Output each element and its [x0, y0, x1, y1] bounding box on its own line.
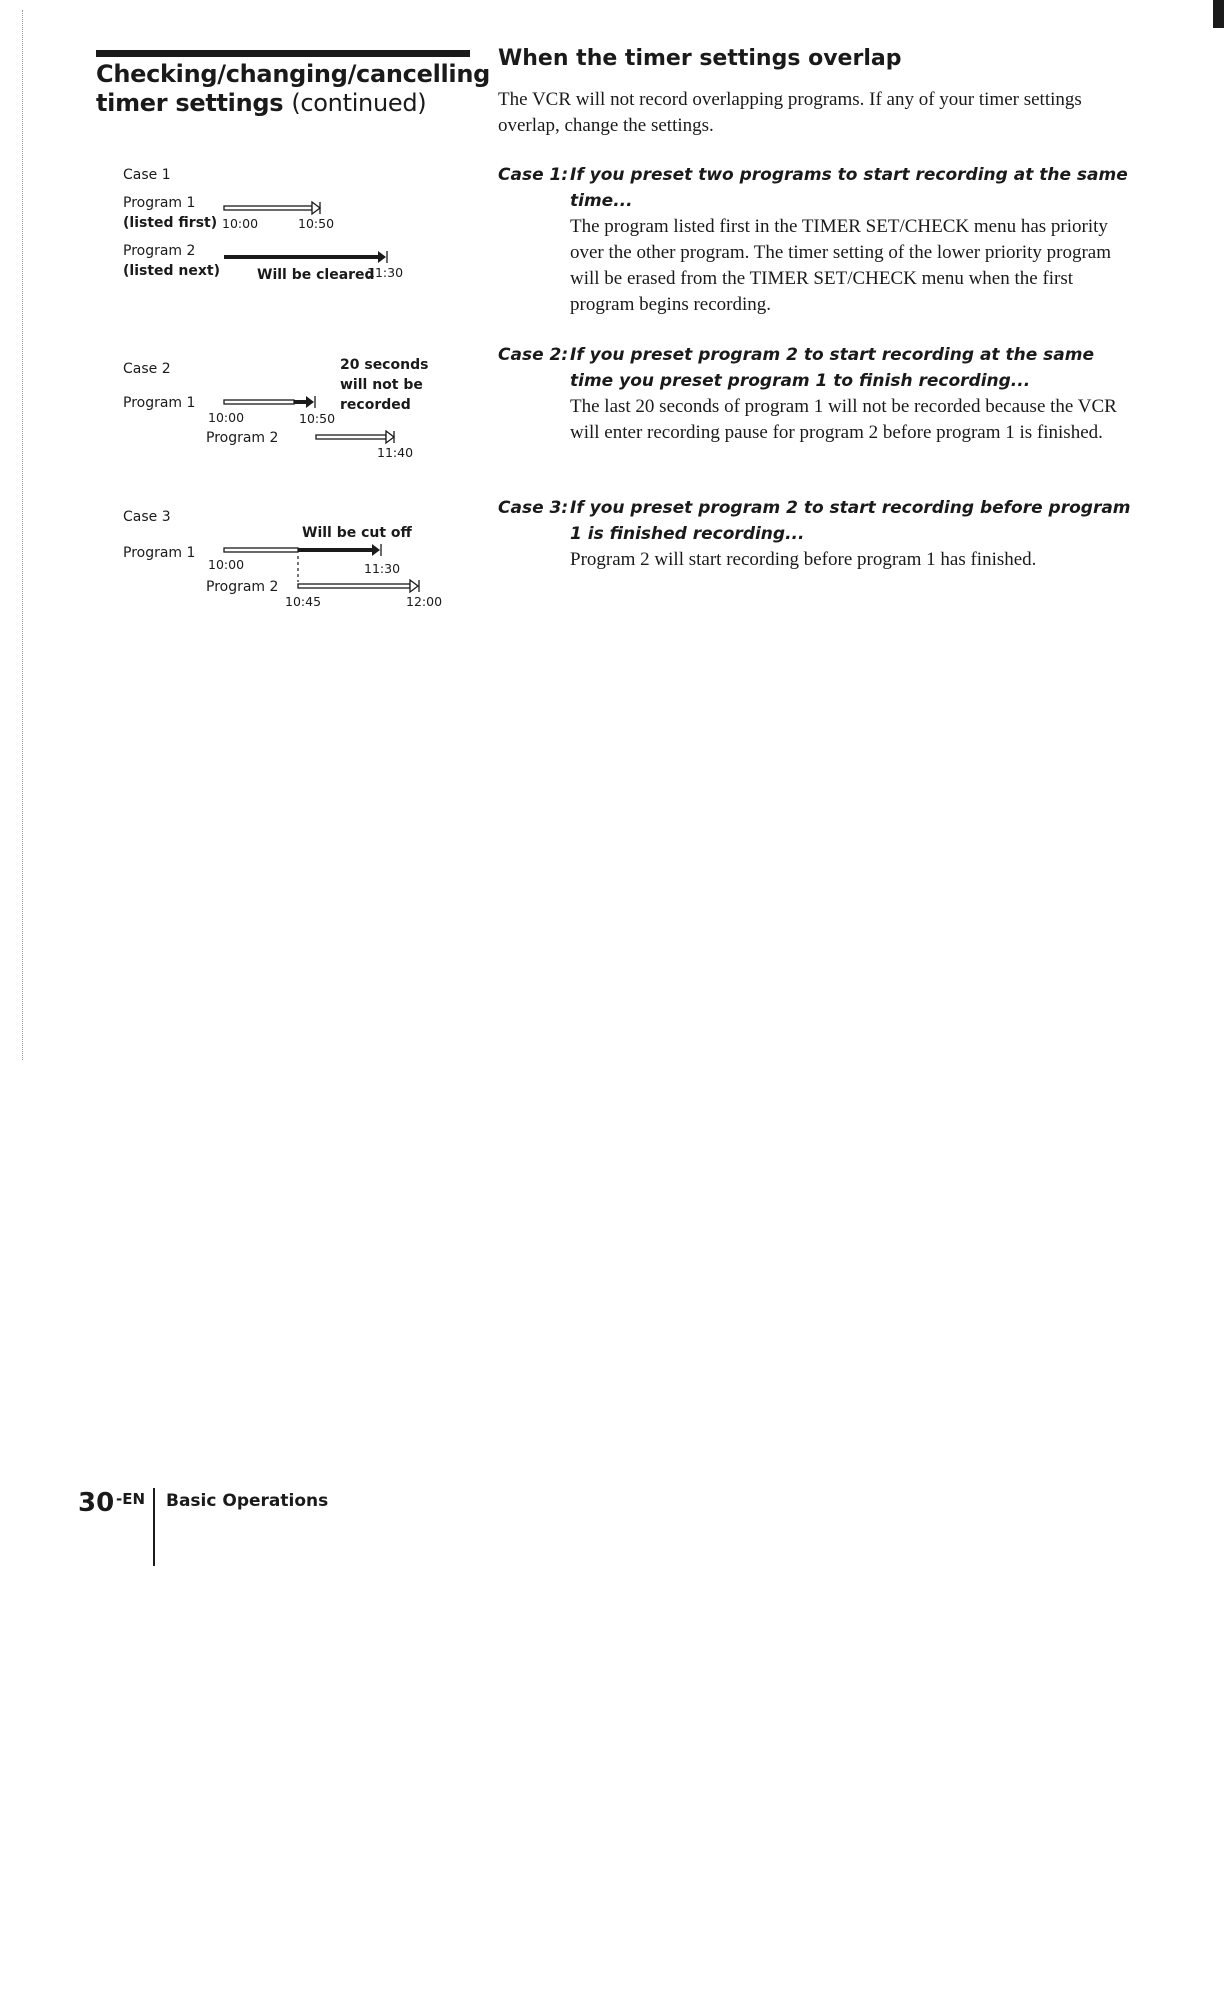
page-number: 30 — [78, 1488, 115, 1518]
case2-label: Case 2 — [123, 361, 171, 377]
case2-note-line1: 20 seconds — [340, 357, 429, 373]
case2-program2-bar — [316, 431, 394, 443]
case2-program1-bar — [224, 396, 315, 408]
case2-program2-label: Program 2 — [206, 430, 279, 446]
case3-program1-start: 10:00 — [208, 557, 245, 572]
page-edge-mark — [1213, 0, 1224, 28]
case2-program1-label: Program 1 — [123, 395, 196, 411]
case1-program2-end: 11:30 — [367, 265, 404, 280]
case1-text-body: The program listed first in the TIMER SET/CHECK menu has priority over the other program. The timer setting of the lower priority program will be erased from the TIMER SET/CHECK menu when the first program begins recording. — [570, 216, 1111, 315]
case3-program1-bar — [224, 544, 381, 556]
case1-program2-sub: (listed next) — [123, 263, 220, 279]
case2-note-line3: recorded — [340, 397, 411, 413]
case3-cut-note: Will be cut off — [302, 525, 412, 541]
case3-program2-start: 10:45 — [285, 594, 322, 609]
overlap-title: When the timer settings overlap — [498, 46, 902, 71]
case3-program2-bar — [298, 580, 419, 592]
case1-clear-note: Will be cleared — [257, 267, 375, 283]
case3-text-label: Case 3: — [498, 498, 569, 518]
case1-text-heading: If you preset two programs to start recording at the same time... — [570, 165, 1128, 211]
case1-program2-label: Program 2 — [123, 243, 196, 259]
case1-text-label: Case 1: — [498, 165, 569, 185]
case3-text-heading: If you preset program 2 to start recording before program 1 is finished recording... — [570, 498, 1131, 544]
case2-program2-end: 11:40 — [377, 445, 414, 460]
footer-divider — [153, 1488, 155, 1566]
case1-program1-label: Program 1 — [123, 195, 196, 211]
case1-program1-bar — [224, 202, 320, 214]
section-title-continued: (continued) — [291, 89, 427, 117]
case1-label: Case 1 — [123, 167, 171, 183]
overlap-intro: The VCR will not record overlapping programs. If any of your timer settings overlap, change the settings. — [498, 89, 1082, 136]
timeline-diagram — [0, 0, 480, 640]
case3-program1-end: 11:30 — [364, 561, 401, 576]
case2-program1-end: 10:50 — [299, 411, 336, 426]
case2-program1-start: 10:00 — [208, 410, 245, 425]
case3-program2-end: 12:00 — [406, 594, 443, 609]
case3-label: Case 3 — [123, 509, 171, 525]
case3-program2-label: Program 2 — [206, 579, 279, 595]
case2-note-line2: will not be — [340, 377, 423, 393]
case3-text-body: Program 2 will start recording before program 1 has finished. — [570, 549, 1037, 570]
case2-text-body: The last 20 seconds of program 1 will not be recorded because the VCR will enter recording pause for program 2 before program 1 is finished. — [570, 396, 1117, 443]
case1-program1-sub: (listed first) — [123, 215, 218, 231]
page-suffix: -EN — [116, 1490, 146, 1508]
case1-program1-end: 10:50 — [298, 216, 335, 231]
case2-text-label: Case 2: — [498, 345, 569, 365]
case3-program1-label: Program 1 — [123, 545, 196, 561]
case1-program1-start: 10:00 — [222, 216, 259, 231]
case1-program2-bar — [224, 251, 387, 263]
section-title-main: Checking/changing/cancelling timer settings — [96, 60, 491, 117]
case2-text-heading: If you preset program 2 to start recording at the same time you preset program 1 to finish recording... — [570, 345, 1094, 391]
footer-section-name: Basic Operations — [166, 1491, 329, 1511]
